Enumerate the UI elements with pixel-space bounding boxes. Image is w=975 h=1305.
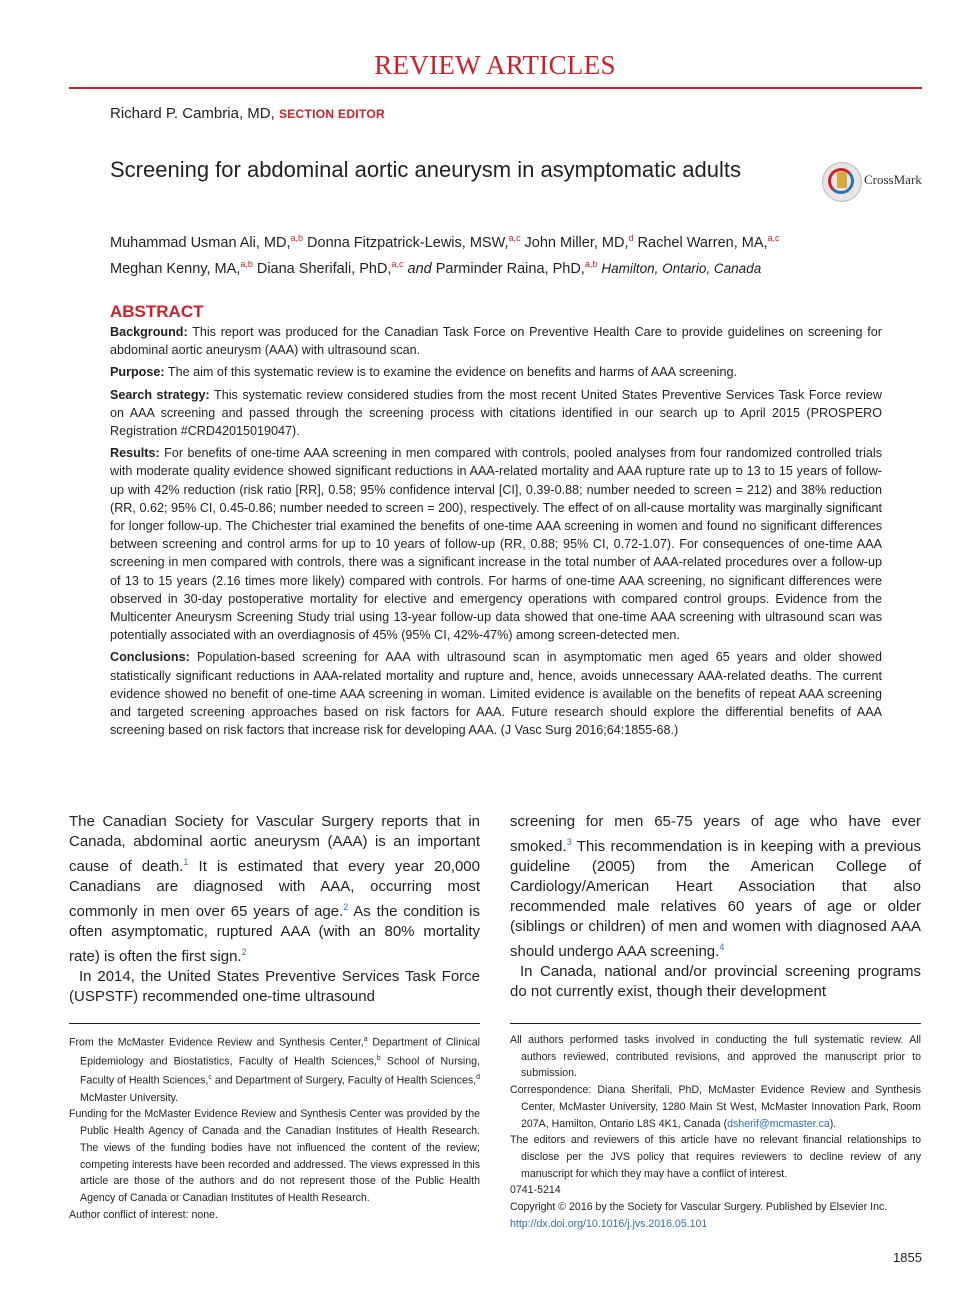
abstract-conclusions [110,648,882,739]
author-affiliation-sup: a,b [290,233,304,243]
footnote-contributions: All authors performed tasks involved in conducting the full systematic review. All authors reviewed, contributed revisions, and approved the manuscript prior to submission. [510,1034,921,1080]
abstract-background [110,323,882,359]
author-affiliation-sup: a,b [240,258,253,269]
abstract-heading: ABSTRACT [110,302,204,321]
body-text: It is estimated that every year 20,000 Canadians are diagnosed with AAA, occurring most commonly in men over 65 years of age. [69,858,480,920]
email-link[interactable]: dsherif@mcmaster.ca [727,1117,830,1130]
author-affiliation-sup: a,c [508,233,521,243]
author-affiliation-sup: d [628,233,634,243]
author-affiliation-sup: a,c [767,233,780,243]
abstract-results [110,444,882,644]
body-text: In Canada, national and/or provincial screening programs do not currently exist, though their development [510,963,921,1000]
doi-link[interactable]: http://dx.doi.org/10.1016/j.jvs.2016.05.101 [510,1217,708,1230]
conclusions-label: Conclusions: [110,650,190,665]
body-column-right [510,812,921,1002]
purpose-label: Purpose: [110,365,165,380]
reference-link[interactable]: 3 [566,837,572,847]
footnote-affiliations: From the McMaster Evidence Review and Synthesis Center,$^a$ Department of Clinical Epidemiology and Biostatistics, Faculty of Health Sciences,$^b$ School of Nursing, Faculty of Health Sciences,$^c$ and Department of Surgery, Faculty of Health Sciences,$^d$ McMaster University. [69,1036,480,1104]
conclusions-text: Population-based screening for AAA with ultrasound scan in asymptomatic men aged 65 years and older showed statistically significant reductions in AAA-related mortality and rupture and, hence, avoids unnecessary AAA-related deaths. The current evidence showed no benefit of one-time AAA screening in woman. Limited evidence is available on the benefits of repeat AAA screening and targeted screening approaches based on risk factors for AAA. Future research should explore the differential benefits of AAA screening based on risk factors that increase risk for developing AAA. [110,650,882,738]
reference-link[interactable]: 4 [719,942,725,952]
body-paragraph [69,967,480,1007]
author-name: Diana Sherifali, PhD, [256,260,392,277]
body-text: The Canadian Society for Vascular Surgery reports that in Canada, abdominal aortic aneurysm (AAA) is an important cause of death. [69,813,480,875]
author-name: Muhammad Usman Ali, MD, [110,234,291,251]
abstract-citation: (J Vasc Surg 2016;64:1855-68.) [500,723,679,738]
author-location: Hamilton, Ontario, Canada [601,260,762,276]
footnotes-right [510,1032,921,1232]
footnote-correspondence: Correspondence: Diana Sherifali, PhD, McMaster Evidence Review and Synthesis Center, McMaster University, 1280 Main St West, McMaster Innovation Park, Room 207A, Hamilton, Ontario L8S 4K1, Canada (dsherif@mcmaster.ca). [510,1084,921,1130]
footnote-rule-left [69,1023,480,1024]
body-text: This recommendation is in keeping with a previous guideline (2005) from the American College of Cardiology/American Heart Association that also recommended male relatives 60 years of age or older (siblings or children) of men and women with diagnosed AAA should undergo AAA screening. [510,838,921,960]
body-text: screening for men 65-75 years of age who have ever smoked. [510,813,921,855]
background-label: Background: [110,325,188,339]
body-paragraph [69,812,480,967]
editor-name: Richard P. Cambria, MD, [110,105,275,122]
header-rule [69,87,922,89]
author-name: John Miller, MD, [524,234,629,251]
footnote-conflict: Author conflict of interest: none. [69,1208,218,1221]
article-title: Screening for abdominal aortic aneurysm in asymptomatic adults [110,157,741,182]
search-label: Search strategy: [110,387,210,402]
section-editor [110,105,385,122]
footnote-copyright: Copyright © 2016 by the Society for Vascular Surgery. Published by Elsevier Inc. [510,1201,888,1214]
author-name: Parminder Raina, PhD, [435,260,585,277]
purpose-text: The aim of this systematic review is to examine the evidence on benefits and harms of AAA screening. [167,365,737,380]
author-name: Rachel Warren, MA, [637,234,768,251]
abstract-search [110,386,882,441]
body-text: In 2014, the United States Preventive Services Task Force (USPSTF) recommended one-time ultrasound [69,968,480,1005]
crossmark-button[interactable] [822,160,932,202]
abstract [110,323,882,743]
reference-link[interactable]: 2 [343,902,349,912]
footnotes-left [69,1032,480,1223]
section-title: REVIEW ARTICLES [374,50,616,80]
footnote-funding: Funding for the McMaster Evidence Review and Synthesis Center was provided by the Public Health Agency of Canada and the Canadian Institutes of Health Research. The views of the funding bodies have not influenced the content of the review; competing interests have been recorded and addressed. The views expressed in this article are those of the authors and do not represent those of the Public Health Agency of Canada or Canadian Institutes of Health Research. [69,1108,480,1204]
footnote-issn: 0741-5214 [510,1184,561,1197]
reference-link[interactable]: 2 [241,947,247,957]
background-text: This report was produced for the Canadian Task Force on Preventive Health Care to provide guidelines on screening for abdominal aortic aneurysm (AAA) with ultrasound scan. [110,325,882,358]
results-label: Results: [110,446,160,461]
author-list [110,228,900,280]
body-column-left [69,812,480,1007]
crossmark-icon [822,162,862,202]
search-text: This systematic review considered studies from the most recent United States Preventive Services Task Force review on AAA screening and passed through the screening process with citations identified in our search up to April 2015 (PROSPERO Registration #CRD42015019047). [110,387,883,439]
page-number: 1855 [893,1250,922,1265]
reference-link[interactable]: 1 [183,857,189,867]
author-name: Donna Fitzpatrick-Lewis, MSW, [307,234,509,251]
crossmark-label: CrossMark [864,172,922,187]
footnote-rule-right [510,1023,921,1024]
footnote-editors: The editors and reviewers of this article have no relevant financial relationships to disclose per the JVS policy that requires reviewers to decline review of any manuscript for which they may have a conflict of interest. [510,1134,921,1180]
body-paragraph [510,962,921,1002]
editor-role: SECTION EDITOR [278,107,385,121]
author-affiliation-sup: a,b [584,258,598,269]
and-word: and [407,260,432,277]
body-text: As the condition is often asymptomatic, ruptured AAA (with an 80% mortality rate) is often the first sign. [69,903,481,965]
author-name: Meghan Kenny, MA, [110,260,241,277]
body-paragraph [510,812,921,962]
results-text: For benefits of one-time AAA screening in men compared with controls, pooled analyses from four randomized controlled trials with moderate quality evidence showed significant reductions in AAA-related mortality and AAA rupture rate up to 13 to 15 years of follow-up with 42% reduction (risk ratio [RR], 0.58; 95% confidence interval [CI], 0.39-0.88; number needed to screen = 212) and 38% reduction (RR, 0.62; 95% CI, 0.45-0.86; number needed to screen = 200), respectively. The effect of on all-cause mortality was marginally significant for longer follow-up. The Chichester trial examined the benefits of one-time AAA screening in women and found no significant differences between screening and control arms for up to 10 years of follow-up (RR, 0.88; 95% CI, 0.72-1.07). For consequences of one-time AAA screening in men compared with controls, there was a significant increase in the total number of AAA-related procedures over a follow-up of 13 to 15 years (2.16 times more likely) compared with controls. For harms of one-time AAA screening, no significant differences were observed in 30-day postoperative mortality for elective and emergency operations with compared control groups. Evidence from the Multicenter Aneurysm Screening Study trial using 13-year follow-up data showed that one-time AAA screening with ultrasound scan was potentially associated with an overdiagnosis of 45% (95% CI, 42%-47%) among screen-detected men. [110,446,883,643]
abstract-purpose [110,363,882,381]
author-affiliation-sup: a,c [391,258,404,269]
